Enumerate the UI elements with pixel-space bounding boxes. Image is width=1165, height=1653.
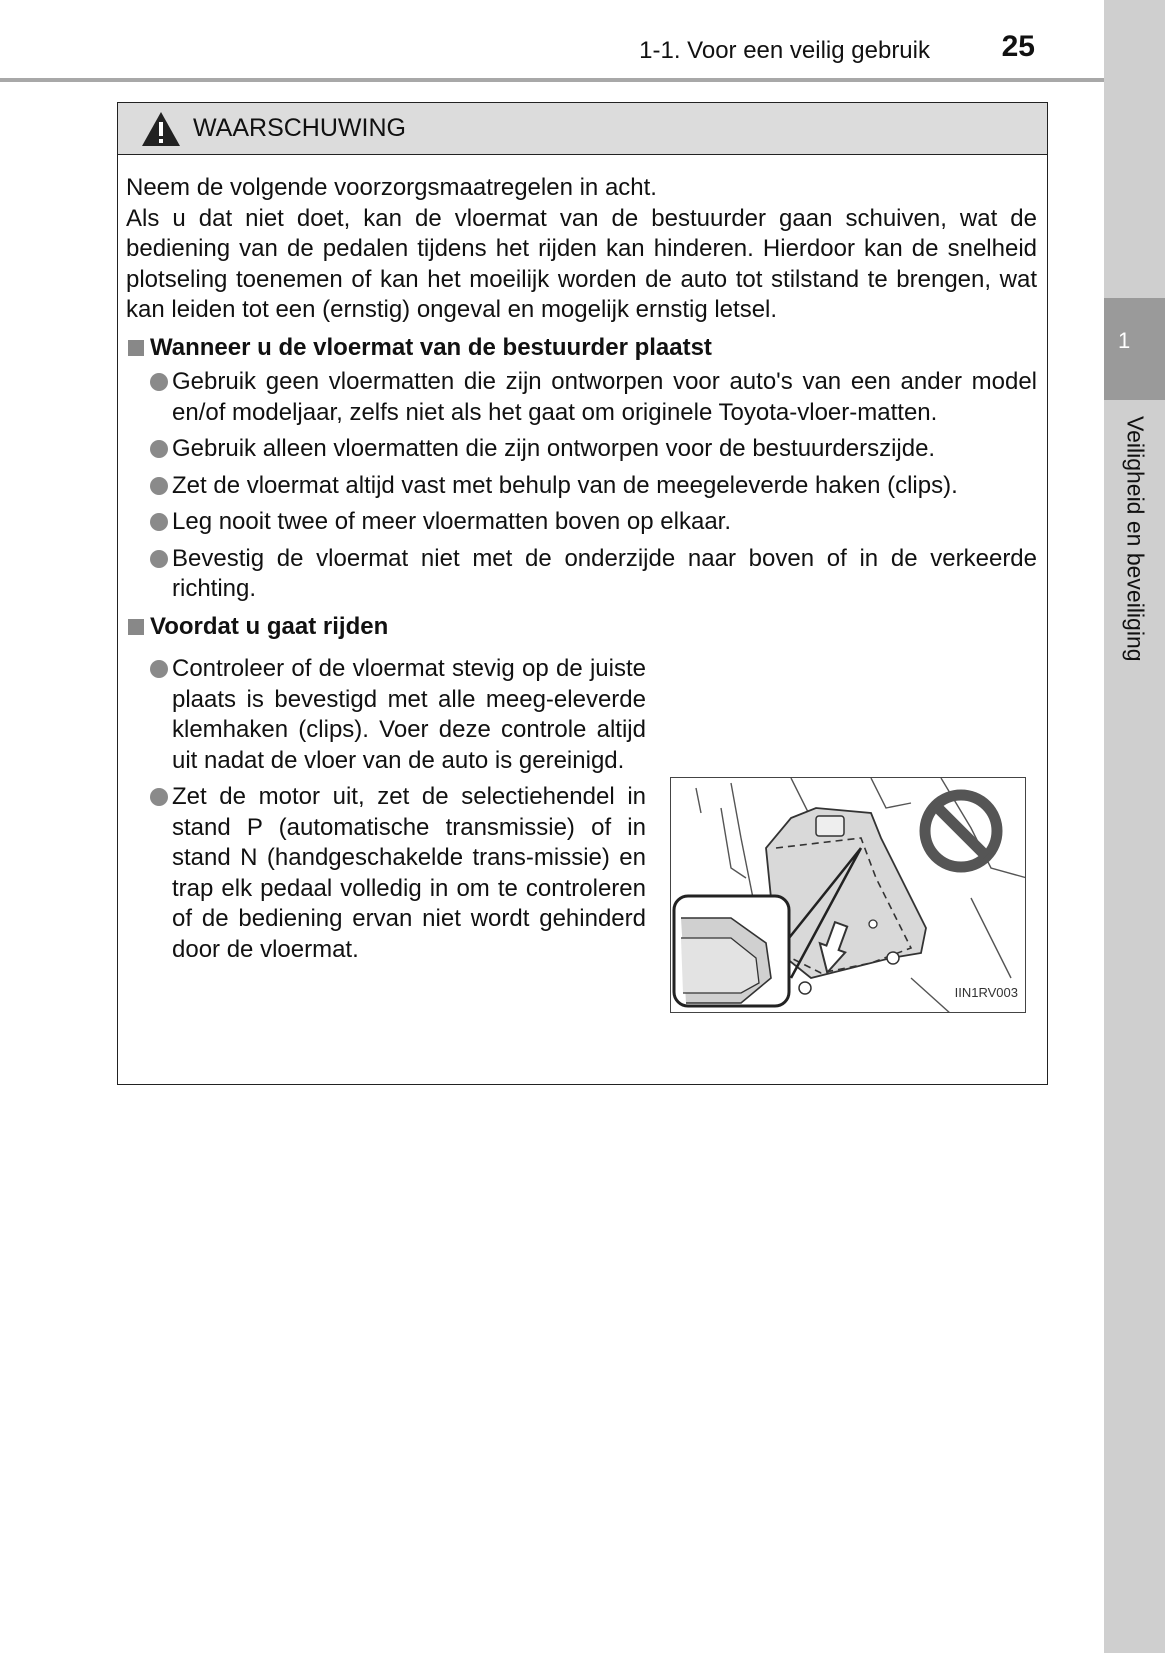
intro-paragraph: Als u dat niet doet, kan de vloermat van de bestuurder gaan schuiven, wat de bediening van de pedalen tijdens het rijden kan hinderen. Hierdoor kan de snelheid plotseling toenemen of kan het moeilijk worden de auto tot stilstand te brengen, wat kan leiden tot een (ernstig) ongeval en mogelijk ernstig letsel. [126,204,1037,323]
warning-title: WAARSCHUWING [193,114,406,142]
chapter-label [1118,416,1152,686]
chapter-number-tab[interactable]: 1 [1104,298,1165,400]
list-item-text: Bevestig de vloermat niet met de onderzijde naar boven of in de verkeerde richting. [172,544,1037,602]
list-item [126,654,646,776]
list-item-text: Zet de vloermat altijd vast met behulp van de meegeleverde haken (clips). [172,471,958,499]
circle-bullet-icon [150,373,168,391]
circle-bullet-icon [150,513,168,531]
chapter-side-tab [1104,0,1165,1653]
list-item [126,471,1037,502]
square-bullet-icon [128,340,144,356]
list-item-text: Gebruik alleen vloermatten die zijn ontworpen voor de bestuurderszijde. [172,435,936,462]
section-heading-text: Wanneer u de vloermat van de bestuurder plaatst [150,333,712,361]
intro-line: Neem de volgende voorzorgsmaatregelen in acht. [126,174,657,201]
section-title: 1-1. Voor een veilig gebruik [639,37,930,64]
circle-bullet-icon [150,788,168,806]
floor-mat-illustration [670,777,1026,1013]
list-item [126,507,1037,538]
square-bullet-icon [128,619,144,635]
figure-code: IIN1RV003 [954,984,1018,1000]
circle-bullet-icon [150,440,168,458]
header-divider [0,78,1104,82]
list-item-text: Gebruik geen vloermatten die zijn ontworpen voor auto's van een ander model en/of modeljaar, zelfs niet als het gaat om originele Toyota-vloer-matten. [172,368,1037,426]
list-item [126,367,1037,428]
circle-bullet-icon [150,660,168,678]
section-heading-text: Voordat u gaat rijden [150,612,389,640]
list-item [126,782,646,965]
warning-triangle-icon [141,111,181,147]
circle-bullet-icon [150,550,168,568]
list-item-text: Leg nooit twee of meer vloermatten boven op elkaar. [172,508,732,535]
list-item [126,434,1037,465]
warning-body [126,173,1037,1000]
list-item-text: Zet de motor uit, zet de selectiehendel in stand P (automatische transmissie) of in stand N (handgeschakelde trans-missie) en trap elk pedaal volledig in om te controleren of de bediening ervan niet wordt gehinderd door de vloermat. [172,783,646,963]
list-item-text: Controleer of de vloermat stevig op de juiste plaats is bevestigd met alle meeg-eleverde klemhaken (clips). Voer deze controle altijd uit nadat de vloer van de auto is gereinigd. [172,655,646,774]
warning-box [117,102,1048,1085]
page-number: 25 [1001,30,1035,63]
chapter-label-text: Veiligheid en beveiliging [1122,416,1149,662]
warning-header [118,103,1047,155]
circle-bullet-icon [150,477,168,495]
section-heading-before-driving [126,612,1037,643]
section-heading-placing-mat [126,333,1037,364]
before-driving-list [126,654,646,965]
list-item [126,544,1037,605]
